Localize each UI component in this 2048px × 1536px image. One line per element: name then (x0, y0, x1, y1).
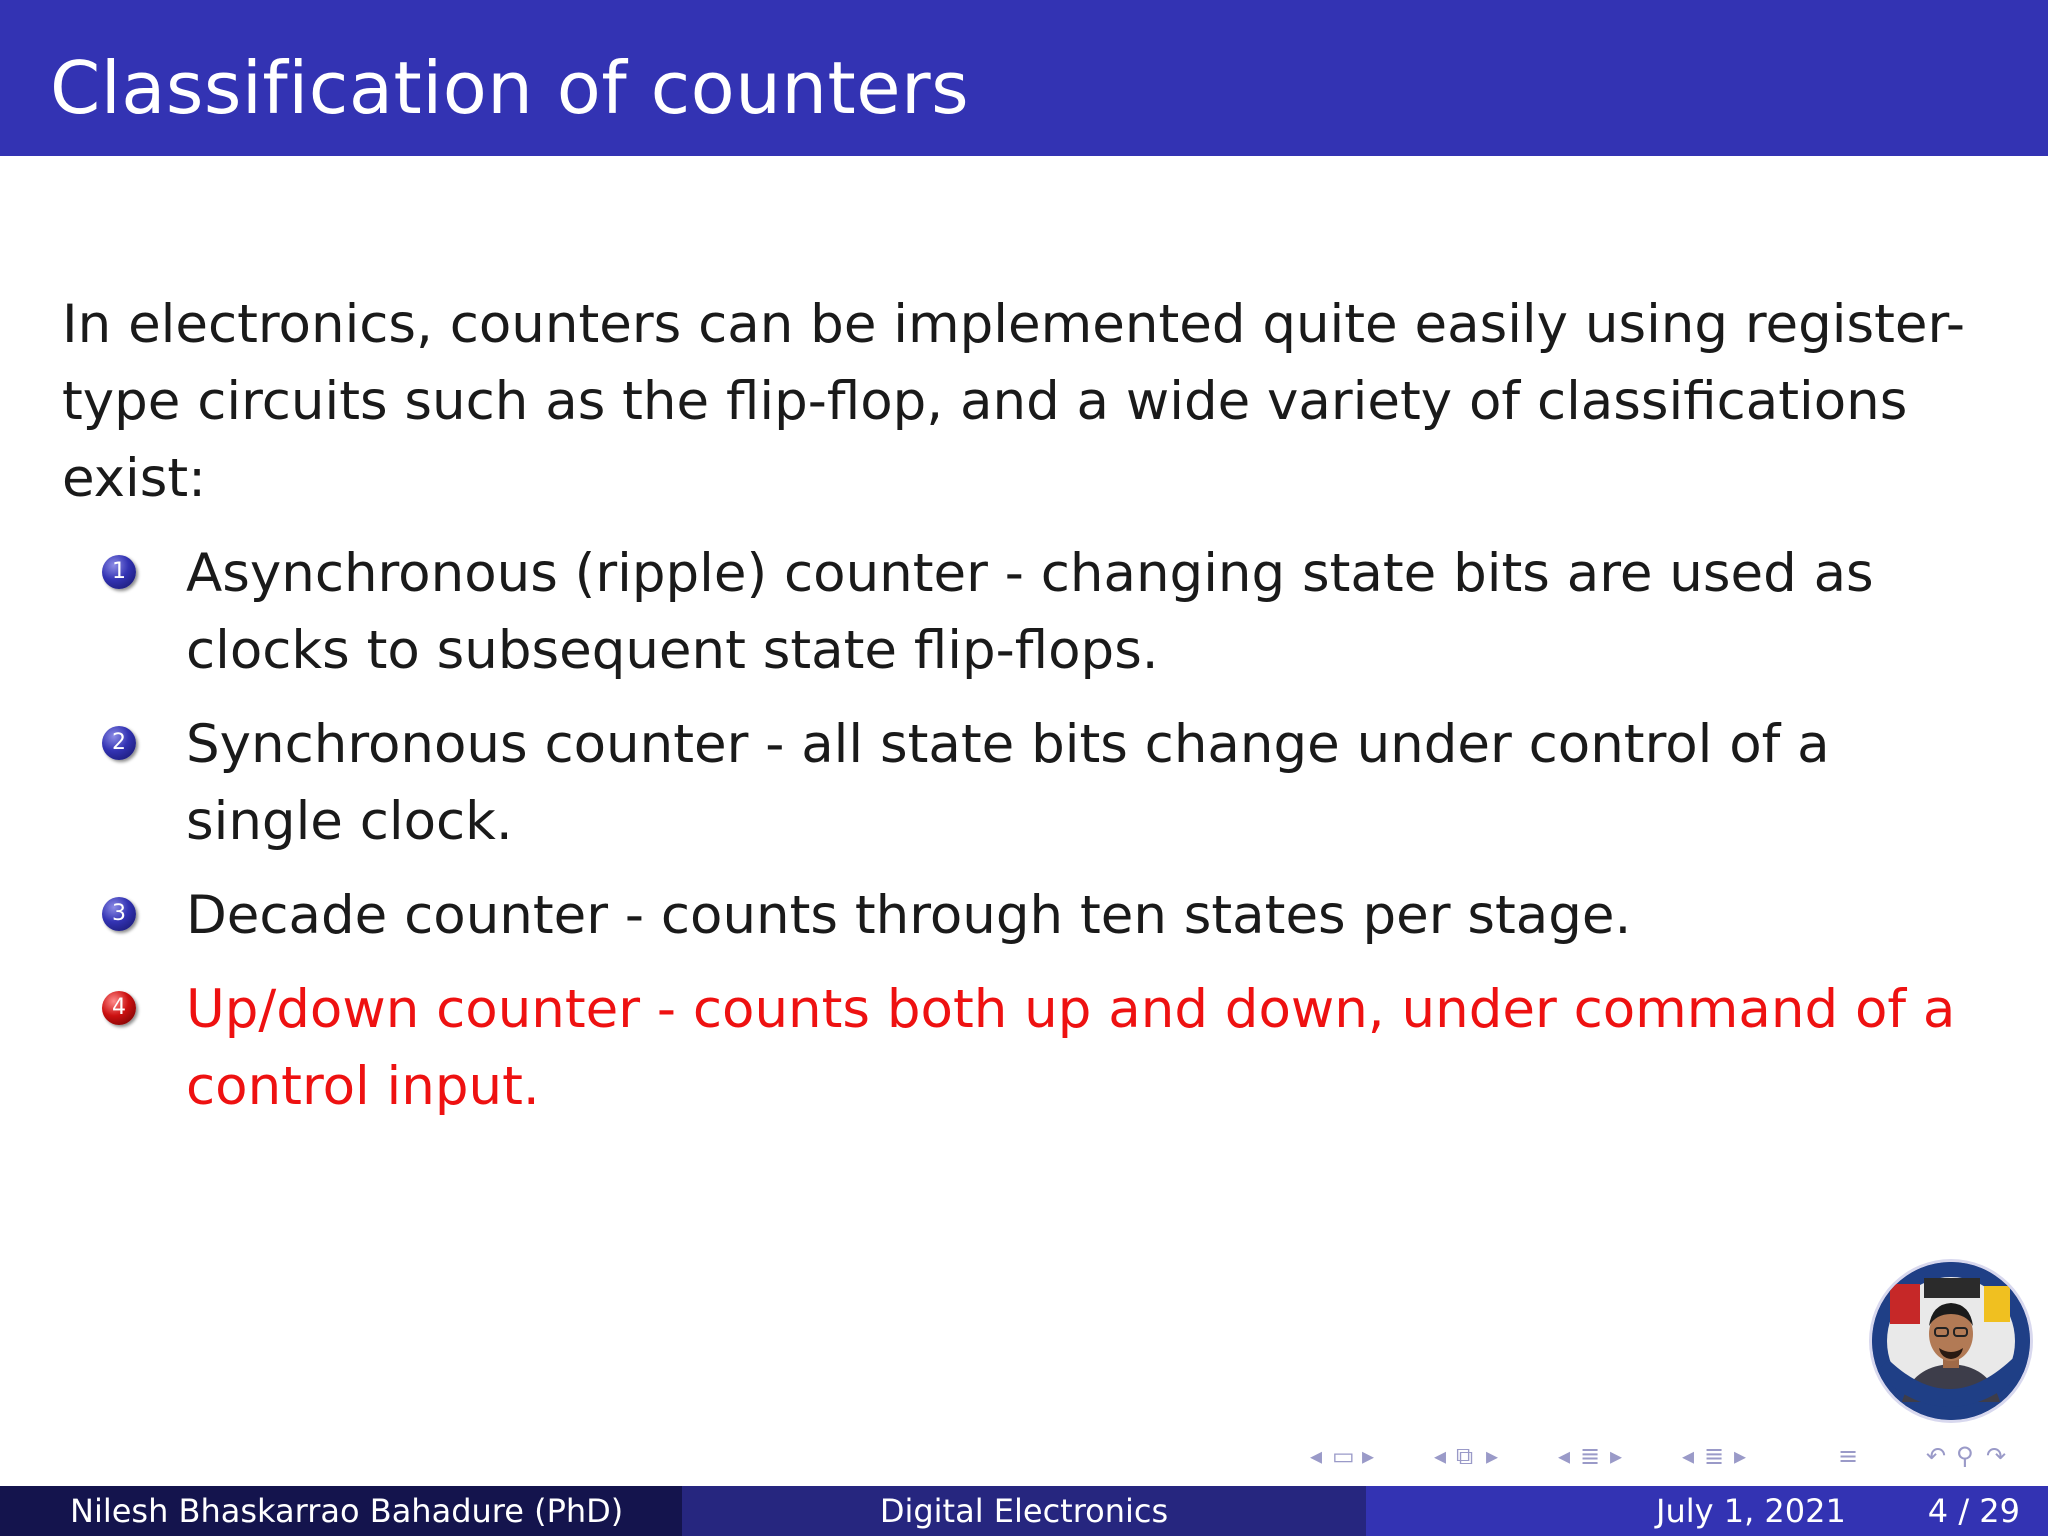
intro-paragraph: In electronics, counters can be implemented quite easily using register-type circuits such as the flip-flop, and a wide variety of classifications exist: (62, 294, 1966, 509)
nav-prev-part-icon[interactable]: ◂ (1682, 1442, 1695, 1470)
list-item-text: Asynchronous (ripple) counter - changing state bits are used as clocks to subsequent state flip-flops. (186, 543, 1874, 681)
footer-course-section (682, 1486, 1366, 1536)
bullet-number-2: 2 (102, 726, 136, 760)
footer-date: July 1, 2021 (1656, 1492, 1846, 1530)
list-item-highlighted (62, 971, 1992, 1125)
footer-author-section (0, 1486, 682, 1536)
list-item-text: Decade counter - counts through ten states per stage. (186, 885, 1632, 946)
nav-next-section-icon[interactable]: ▸ (1610, 1442, 1623, 1470)
counter-types-list (62, 535, 1992, 1125)
bullet-number-4: 4 (102, 991, 136, 1025)
footer-bar (0, 1486, 2048, 1536)
nav-search-icon[interactable]: ⚲ (1956, 1442, 1974, 1470)
nav-forward-icon[interactable]: ↷ (1986, 1442, 2007, 1470)
slide-title: Classification of counters (50, 46, 970, 130)
title-bar (0, 0, 2048, 156)
footer-course: Digital Electronics (879, 1492, 1169, 1530)
presenter-photo-icon (1872, 1262, 2030, 1420)
list-item-text: Synchronous counter - all state bits change under control of a single clock. (186, 714, 1830, 852)
nav-back-icon[interactable]: ↶ (1926, 1442, 1947, 1470)
bullet-number-1: 1 (102, 555, 136, 589)
list-item (62, 535, 1992, 689)
nav-prev-subsection-icon[interactable]: ◂ (1434, 1442, 1447, 1470)
slide-content (62, 286, 1992, 1142)
list-item (62, 877, 1992, 954)
nav-next-slide-icon[interactable]: ▸ (1362, 1442, 1375, 1470)
footer-date-section (1366, 1486, 2048, 1536)
nav-frame-icon[interactable]: ▭ (1332, 1442, 1355, 1470)
nav-subsection-icon[interactable]: ⧉ (1456, 1442, 1474, 1470)
nav-prev-section-icon[interactable]: ◂ (1558, 1442, 1571, 1470)
nav-prev-slide-icon[interactable]: ◂ (1310, 1442, 1323, 1470)
list-item-text: Up/down counter - counts both up and down, under command of a control input. (186, 979, 1956, 1117)
bullet-number-3: 3 (102, 897, 136, 931)
nav-toc-icon[interactable]: ≡ (1838, 1442, 1859, 1470)
nav-next-part-icon[interactable]: ▸ (1734, 1442, 1747, 1470)
footer-author: Nilesh Bhaskarrao Bahadure (PhD) (70, 1492, 624, 1530)
footer-page-number: 4 / 29 (1927, 1492, 2020, 1530)
nav-next-subsection-icon[interactable]: ▸ (1486, 1442, 1499, 1470)
list-item (62, 706, 1992, 860)
beamer-navigation (1310, 1440, 2030, 1472)
nav-part-icon[interactable]: ≣ (1704, 1442, 1725, 1470)
presenter-avatar (1872, 1262, 2030, 1420)
nav-section-icon[interactable]: ≣ (1580, 1442, 1601, 1470)
